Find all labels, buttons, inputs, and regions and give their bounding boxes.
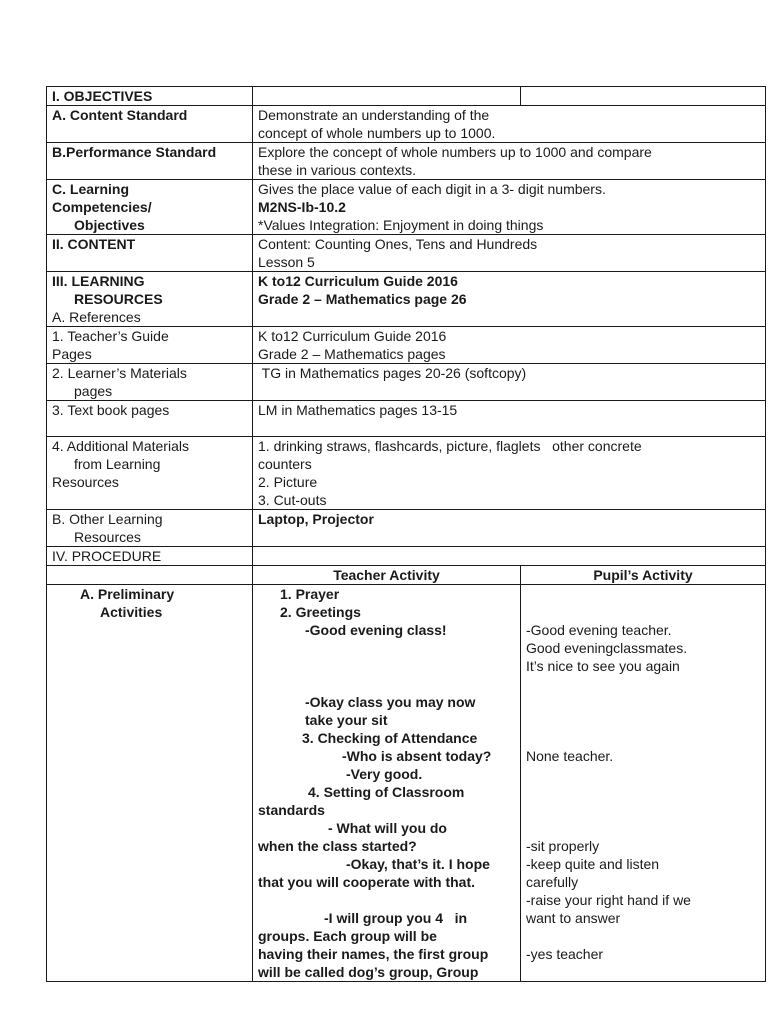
content-heading: II. CONTENT (47, 235, 253, 272)
competencies-text: Gives the place value of each digit in a 3- digit numbers. M2NS-Ib-10.2 *Values Integration: Enjoyment in doing things (253, 180, 766, 235)
other-resources-label: B. Other Learning Resources (47, 510, 253, 547)
learners-materials-label: 2. Learner’s Materials pages (47, 364, 253, 401)
teachers-guide-label: 1. Teacher’s Guide Pages (47, 327, 253, 364)
additional-materials-text: 1. drinking straws, flashcards, picture, flaglets other concrete counters 2. Picture 3. Cut-outs (253, 437, 766, 510)
additional-materials-label: 4. Additional Materials from Learning Resources (47, 437, 253, 510)
row-textbook-pages (47, 401, 766, 437)
row-content-standard (47, 106, 766, 143)
learning-resources-label: III. LEARNING RESOURCES A. References (47, 272, 253, 327)
objectives-heading: I. OBJECTIVES (47, 87, 253, 106)
performance-standard-label: B.Performance Standard (47, 143, 253, 180)
pupil-activity-cell: -Good evening teacher. Good eveningclassmates. It’s nice to see you again None teacher. -sit properly -keep quite and listen carefully -raise your right hand if we want to answer -yes teacher (521, 585, 766, 982)
teacher-activity-header: Teacher Activity (253, 566, 521, 585)
row-content (47, 235, 766, 272)
row-learning-resources (47, 272, 766, 327)
textbook-pages-text: LM in Mathematics pages 13-15 (253, 401, 766, 437)
references-label: A. References (52, 309, 141, 325)
competency-code: M2NS-Ib-10.2 (258, 199, 346, 215)
row-other-resources (47, 510, 766, 547)
row-additional-materials (47, 437, 766, 510)
content-standard-text: Demonstrate an understanding of the concept of whole numbers up to 1000. (253, 106, 766, 143)
competencies-label: C. Learning Competencies/ Objectives (47, 180, 253, 235)
row-competencies (47, 180, 766, 235)
pupil-activity-header: Pupil’s Activity (521, 566, 766, 585)
learners-materials-text: TG in Mathematics pages 20-26 (softcopy) (253, 364, 766, 401)
row-teachers-guide (47, 327, 766, 364)
teacher-activity-cell: 1. Prayer 2. Greetings -Good evening class! -Okay class you may now take your sit 3. Checking of Attendance -Who is absent today? -Very good. 4. Setting of Classroom standards - What will you do when the class started? -Okay, that’s it. I hope that you will cooperate with that. -I will group you 4 in groups. Each group will be having their names, the first group will be called dog’s group, Group (253, 585, 521, 982)
row-activity-headers (47, 566, 766, 585)
lesson-plan-table (46, 86, 766, 982)
row-performance-standard (47, 143, 766, 180)
textbook-pages-label: 3. Text book pages (47, 401, 253, 437)
row-preliminary-activities (47, 585, 766, 982)
performance-standard-text: Explore the concept of whole numbers up to 1000 and compare these in various contexts. (253, 143, 766, 180)
row-learners-materials (47, 364, 766, 401)
content-text: Content: Counting Ones, Tens and Hundreds Lesson 5 (253, 235, 766, 272)
learning-resources-text: K to12 Curriculum Guide 2016 Grade 2 – Mathematics page 26 (253, 272, 766, 327)
row-procedure-heading (47, 547, 766, 566)
teachers-guide-text: K to12 Curriculum Guide 2016 Grade 2 – Mathematics pages (253, 327, 766, 364)
content-standard-label: A. Content Standard (47, 106, 253, 143)
row-objectives-heading (47, 87, 766, 106)
preliminary-activities-label: A. Preliminary Activities (47, 585, 253, 982)
other-resources-text: Laptop, Projector (253, 510, 766, 547)
procedure-heading: IV. PROCEDURE (47, 547, 253, 566)
